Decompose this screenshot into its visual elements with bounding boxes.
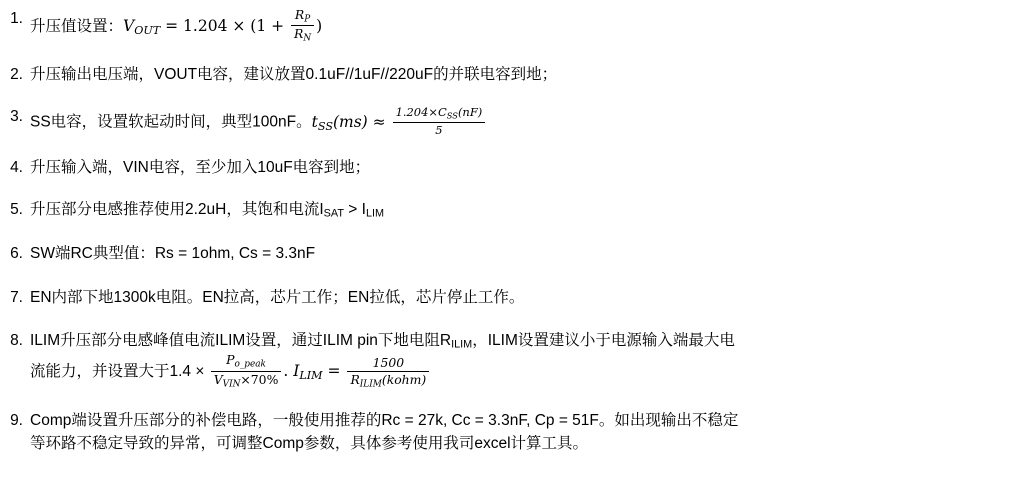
vin-var: V xyxy=(213,371,223,387)
item8-line1 xyxy=(30,332,735,349)
list-item xyxy=(0,199,1011,222)
po-subscript: o_peak xyxy=(234,359,266,370)
ilim-fraction xyxy=(347,356,429,389)
list-item-number: 6. xyxy=(10,245,23,263)
rp-rn-fraction xyxy=(291,8,314,44)
po-var: P xyxy=(226,352,235,368)
vout-subscript: OUT xyxy=(134,23,161,37)
rn-var: R xyxy=(294,26,304,42)
list-item-body: SW端RC典型值：Rs = 1ohm, Cs = 3.3nF xyxy=(30,245,316,263)
fraction-numerator xyxy=(211,353,282,371)
rn-subscript: N xyxy=(303,33,312,44)
list-item-number: 8. xyxy=(10,332,23,350)
fraction-numerator xyxy=(393,106,486,123)
vout-var: V xyxy=(123,16,135,35)
list-item xyxy=(0,287,1011,309)
ilim-var-subscript: LIM xyxy=(299,369,323,383)
rilim-var: R xyxy=(350,371,360,387)
po-peak-fraction-expr xyxy=(209,352,284,390)
tss-subscript: SS xyxy=(317,119,333,133)
css-unit: (nF) xyxy=(457,105,483,120)
list-item-number: 7. xyxy=(10,288,23,306)
list-item xyxy=(0,243,1011,265)
list-item-number: 1. xyxy=(10,10,23,27)
list-item xyxy=(0,106,1011,136)
list-item xyxy=(0,8,1011,44)
approx-sign: ≈ xyxy=(367,112,391,131)
rilim-var-subscript: ILIM xyxy=(359,379,382,390)
tss-fraction xyxy=(393,106,486,136)
rp-subscript: P xyxy=(304,14,311,25)
list-item-number: 3. xyxy=(10,108,23,126)
ilim-formula xyxy=(293,354,431,390)
item8-line1-text-a: ILIM升压部分电感峰值电流ILIM设置，通过ILIM pin下地电阻R xyxy=(30,332,452,350)
ilim-subscript: LIM xyxy=(365,207,385,220)
item1-lead-text: 升压值设置： xyxy=(30,17,124,35)
item9-line1: Comp端设置升压部分的补偿电路，一般使用推荐的Rc = 27k, Cc = 3.3nF, Cp = 51F。如出现输出不稳定 xyxy=(30,412,739,430)
list-item-body xyxy=(30,199,1011,222)
item5-mid-text: > I xyxy=(343,201,366,219)
list-item-body: 升压输入端，VIN电容，至少加入10uF电容到地； xyxy=(30,158,371,176)
list-item-number: 4. xyxy=(10,158,23,176)
po-peak-fraction xyxy=(211,353,282,389)
fraction-numerator xyxy=(291,8,314,26)
rilim-subscript: ILIM xyxy=(451,338,473,351)
item1-formula xyxy=(123,7,323,44)
list-item-number: 5. xyxy=(10,201,23,219)
css-numerator: 1.204×C xyxy=(395,105,447,120)
item9-line2: 等环路不稳定导致的异常，可调整Comp参数，具体参考使用我司excel计算工具。 xyxy=(30,434,589,452)
list-item xyxy=(0,330,1011,389)
list-item-body xyxy=(30,106,1011,136)
ilim-var: I xyxy=(293,362,300,381)
list-item-body: 升压输出电压端，VOUT电容，建议放置0.1uF//1uF//220uF的并联电容到地； xyxy=(30,65,558,83)
ilim-equals: = xyxy=(322,362,346,381)
isat-subscript: SAT xyxy=(323,207,344,220)
item3-lead-text: SS电容，设置软起动时间，典型100nF。 xyxy=(30,113,312,131)
css-subscript: SS xyxy=(446,110,458,121)
fraction-denominator xyxy=(211,372,282,389)
item8-line2 xyxy=(30,353,1011,389)
list-item-number: 9. xyxy=(10,412,23,430)
item1-close-paren: ) xyxy=(316,16,323,35)
tss-unit: (ms) xyxy=(332,112,368,131)
list-item xyxy=(0,157,1011,179)
list-item-number: 2. xyxy=(10,65,23,83)
fraction-denominator xyxy=(291,26,314,43)
tss-var: t xyxy=(311,112,318,131)
list-item-body xyxy=(30,8,1011,44)
document-page xyxy=(0,8,1011,499)
rp-var: R xyxy=(294,7,305,22)
item8-line2-separator: . xyxy=(283,362,294,381)
item5-lead-text: 升压部分电感推荐使用2.2uH，其饱和电流I xyxy=(30,201,324,219)
list-item-body: EN内部下地1300k电阻。EN拉高，芯片工作；EN拉低，芯片停止工作。 xyxy=(30,288,525,306)
vin-subscript: VIN xyxy=(222,379,241,390)
item8-line2-text-a: 流能力，并设置大于1.4 × xyxy=(30,363,209,381)
rilim-unit: (kohm) xyxy=(381,371,427,387)
list-item xyxy=(0,64,1011,86)
item8-line1-text-b: ，ILIM设置建议小于电源输入端最大电 xyxy=(472,332,735,350)
vin-percent: ×70% xyxy=(240,371,279,387)
fraction-denominator: 5 xyxy=(435,122,443,137)
list-item-body xyxy=(30,330,1011,389)
item1-equals-expr: = 1.204 × (1 + xyxy=(160,16,290,35)
list-item-body xyxy=(30,410,1011,455)
list-item xyxy=(0,410,1011,455)
numbered-list xyxy=(0,8,1011,455)
fraction-denominator xyxy=(347,372,429,389)
fraction-numerator: 1500 xyxy=(347,356,429,372)
